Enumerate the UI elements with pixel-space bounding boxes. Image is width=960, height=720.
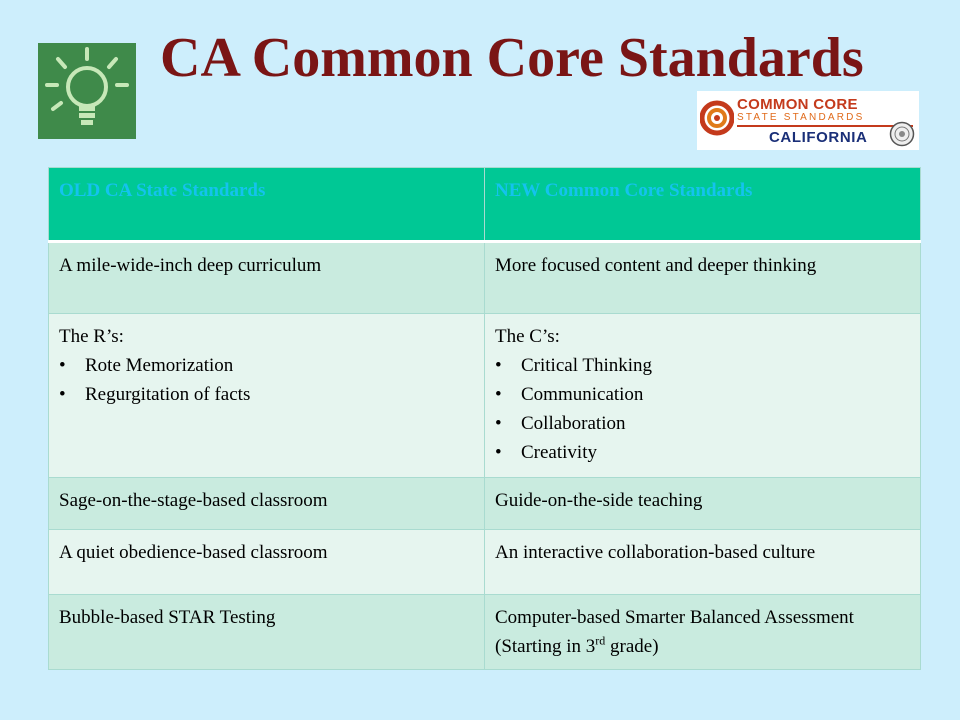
new-cell: [485, 314, 921, 478]
list-item: • Rote Memorization: [59, 351, 474, 380]
old-bullet-list: [59, 351, 474, 409]
logo-line-2: STATE STANDARDS: [737, 112, 865, 123]
table-row: [49, 530, 921, 595]
list-item: • Collaboration: [495, 409, 910, 438]
logo-divider: [737, 125, 913, 127]
list-item: • Creativity: [495, 438, 910, 467]
new-cell: Guide-on-the-side teaching: [485, 478, 921, 530]
state-seal-icon: [889, 121, 915, 147]
list-item: • Communication: [495, 380, 910, 409]
table-row: [49, 595, 921, 670]
logo-line-1: COMMON CORE: [737, 96, 858, 113]
old-list-heading: The R’s:: [59, 326, 124, 347]
old-cell: Bubble-based STAR Testing: [49, 595, 485, 670]
ordinal-suffix: rd: [595, 633, 606, 648]
old-cell: [49, 314, 485, 478]
table-row: [49, 314, 921, 478]
new-cell-text-end: grade): [605, 636, 659, 657]
list-item: • Regurgitation of facts: [59, 380, 474, 409]
slide-title: CA Common Core Standards: [160, 27, 864, 89]
header-old-standards: OLD CA State Standards: [49, 168, 485, 242]
logo-line-3: CALIFORNIA: [769, 129, 868, 146]
new-bullet-list: [495, 351, 910, 467]
common-core-california-logo: [697, 91, 919, 150]
new-cell: [485, 595, 921, 670]
new-list-heading: The C’s:: [495, 326, 560, 347]
new-cell: More focused content and deeper thinking: [485, 242, 921, 314]
new-cell: An interactive collaboration-based culture: [485, 530, 921, 595]
old-cell: A quiet obedience-based classroom: [49, 530, 485, 595]
table-header-row: [49, 168, 921, 242]
table-row: [49, 242, 921, 314]
old-cell: Sage-on-the-stage-based classroom: [49, 478, 485, 530]
old-cell: A mile-wide-inch deep curriculum: [49, 242, 485, 314]
lightbulb-icon: [38, 43, 136, 139]
table-row: [49, 478, 921, 530]
new-cell-text: Computer-based Smarter Balanced Assessment (Starting in 3: [495, 607, 854, 657]
common-core-swirl-icon: [700, 94, 734, 144]
list-item: • Critical Thinking: [495, 351, 910, 380]
header-new-standards: NEW Common Core Standards: [485, 168, 921, 242]
standards-comparison-table: [48, 167, 921, 670]
